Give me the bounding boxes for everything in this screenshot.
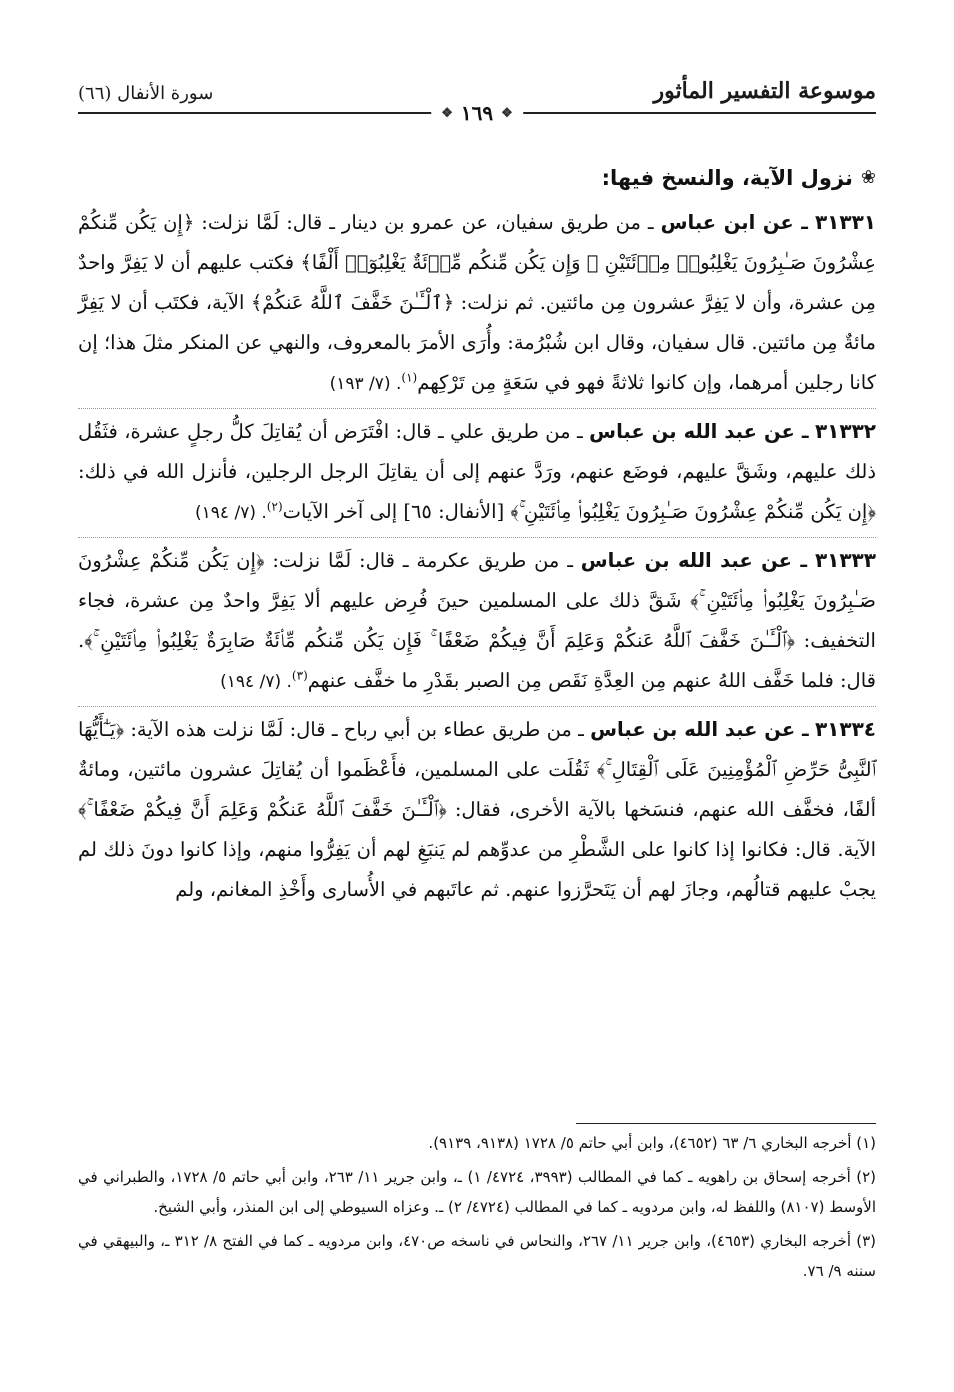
quran-verse: ﴿يَـٰٓأَيُّهَا ٱلنَّبِىُّ حَرِّضِ ٱلْمُؤْمِنِينَ عَلَى ٱلْقِتَالِ ۚ﴾ bbox=[78, 718, 877, 781]
footnote-marker[interactable]: (١) bbox=[401, 370, 418, 385]
quran-verse: ﴿ٱلْـَٔـٰنَ خَفَّفَ ٱللَّهُ عَنكُمْ وَعَلِمَ أَنَّ فِيكُمْ ضَعْفًا ۚ فَإِن يَكُن مِّنكُم مِّا۟ئَةٌ صَابِرَةٌ يَغْلِبُوا۟ مِا۟ئَتَيْنِ ۚ﴾ bbox=[84, 629, 796, 652]
hadith-text: . قال: فلما خَفَّف اللهُ عنهم مِن العِدَّةِ نَقَص مِن الصبر بقَدْرِ ما خفَّف عنهم bbox=[78, 629, 876, 692]
surah-ayah: (٦٦) bbox=[78, 83, 112, 104]
volume-reference: . (٧/ ١٩٤) bbox=[195, 503, 267, 523]
hadith-number: ٣١٣٣٢ bbox=[814, 419, 876, 443]
hadith-text: ـ من طريق سفيان، عن عمرو بن دينار ـ قال: لَمَّا نزلت: bbox=[194, 211, 661, 234]
footnote: (٣) أخرجه البخاري (٤٦٥٣)، وابن جرير ١١/ ٢٦٧، والنحاس في ناسخه ص٤٧٠، وابن مردويه ـ كما في الفتح ٨/ ٣١٢ ـ، والبيهقي في سننه ٩/ ٧٦. bbox=[78, 1232, 876, 1280]
hadith-text: ثَقُلَت على المسلمين، فأَعْظَموا أن يُقاتِلَ عشرون مائتين، ومائةٌ ألفًا، فخفَّف الله عنهم، فنسَخها بالآية الأخرى، فقال: bbox=[78, 758, 876, 821]
hadith-number: ٣١٣٣٣ bbox=[814, 548, 876, 572]
volume-reference: . (٧/ ١٩٣) bbox=[329, 374, 402, 394]
surah-title bbox=[78, 83, 213, 104]
hadith-source: عن عبد الله بن عباس bbox=[580, 549, 792, 572]
hadith-text: فكتب عليهم أن لا يَفِرَّ واحدٌ مِن عشرة، وأن لا يَفِرَّ عشرون مِن مائتين. ثم نزلت: bbox=[78, 251, 877, 314]
hadith-text: الآية. قال: فكانوا إذا كانوا على الشَّطْرِ من عدوِّهم لم يَنبَغِ لهم أن يَفِرُّوا منهم، وإذا كانوا دونَ ذلك لم يجبْ عليهم قتالُهم، وجازَ لهم أن يَتَحرَّزوا عنهم. ثم عاتَبهم في الأُسارى وأَخْذِ المغانم، ولم bbox=[78, 838, 876, 901]
hadith-number: ٣١٣٣٤ bbox=[814, 717, 876, 741]
page-number-box bbox=[431, 101, 523, 125]
footnote-marker[interactable]: (٢) bbox=[266, 499, 283, 514]
surah-name: سورة الأنفال bbox=[117, 83, 214, 104]
footnotes bbox=[78, 1128, 876, 1290]
hadith-source: عن عبد الله بن عباس bbox=[589, 420, 795, 443]
ornament-icon: ❖ bbox=[501, 105, 513, 121]
section-heading bbox=[78, 158, 876, 198]
quran-verse: ﴿إِن يَكُن مِّنكُمْ عِشْرُونَ صَـٰبِرُونَ يَغْلِبُوا۟ مِا۟ئَتَيْنِ ۚ﴾ bbox=[78, 549, 876, 612]
hadith-text: ـ من طريق عطاء بن أبي رباح ـ قال: لَمَّا نزلت هذه الآية: bbox=[124, 718, 591, 741]
running-header bbox=[78, 60, 876, 130]
quran-verse: ﴿إِن يَكُن مِّنكُمْ عِشْرُونَ صَـٰبِرُونَ يَغْلِبُوا۟ مِا۟ئَتَيْنِ ۚ﴾ bbox=[510, 500, 876, 523]
hadith-text: شَقَّ ذلك على المسلمين حينَ فُرِض عليهم ألا يَفِرَّ واحدٌ مِن عشرة، فجاء التخفيف: bbox=[78, 589, 876, 652]
hadith-text: الآية، فكتَب أن لا يَفِرَّ مائةٌ مِن مائتين. قال سفيان، وقال ابن شُبْرُمة: وأُرَى الأمرَ بالمعروف، والنهي عن المنكر مثلَ هذا؛ إن كانا رجلين أمرهما، وإن كانوا ثلاثةً فهو في سَعَةٍ مِن تَرْكِهم bbox=[78, 291, 876, 394]
hadith-entry: ٣١٣٣٣ ـ عن عبد الله بن عباس ـ من طريق عكرمة ـ قال: لَمَّا نزلت: ﴿إِن يَكُن مِّنكُمْ عِشْرُونَ صَـٰبِرُونَ يَغْلِبُوا۟ مِا۟ئَتَيْنِ ۚ﴾ شَقَّ ذلك على المسلمين حينَ فُرِض عليهم ألا يَفِرَّ واحدٌ مِن عشرة، فجاء التخفيف: ﴿ٱلْـَٔـٰنَ خَفَّفَ ٱللَّهُ عَنكُمْ وَعَلِمَ أَنَّ فِيكُمْ ضَعْفًا ۚ فَإِن يَكُن مِّنكُم مِّا۟ئَةٌ صَابِرَةٌ يَغْلِبُوا۟ مِا۟ئَتَيْنِ ۚ﴾. قال: فلما خَفَّف اللهُ عنهم مِن العِدَّةِ نَقَص مِن الصبر بقَدْرِ ما خفَّف عنهم$^{(٣)}$. (٧/ ١٩٤) bbox=[78, 537, 876, 706]
hadith-text: [الأنفال: ٦٥] إلى آخر الآيات bbox=[282, 500, 511, 523]
ornament-icon: ❖ bbox=[441, 105, 453, 121]
section-heading-text: نزول الآية، والنسخ فيها: bbox=[601, 166, 853, 190]
page-number: ١٦٩ bbox=[460, 101, 494, 125]
footnote: (١) أخرجه البخاري ٦/ ٦٣ (٤٦٥٢)، وابن أبي حاتم ٥/ ١٧٢٨ (٩١٣٨، ٩١٣٩). bbox=[428, 1134, 876, 1152]
quran-verse: ﴿ٱلْـَٔـٰنَ خَفَّفَ ٱللَّهُ عَنكُمْ﴾ bbox=[250, 291, 455, 314]
book-title: موسوعة التفسير المأثور bbox=[653, 78, 876, 104]
hadith-text: ـ من طريق عكرمة ـ قال: لَمَّا نزلت: bbox=[264, 549, 581, 572]
quran-verse: ﴿ٱلْـَٔـٰنَ خَفَّفَ ٱللَّهُ عَنكُمْ وَعَلِمَ أَنَّ فِيكُمْ ضَعْفًا ۚ﴾ bbox=[78, 798, 447, 821]
hadith-entry: ٣١٣٣١ ـ عن ابن عباس ـ من طريق سفيان، عن عمرو بن دينار ـ قال: لَمَّا نزلت: ﴿إِن يَكُن مِّنكُمْ عِشْرُونَ صَـٰبِرُونَ يَغْلِبُوا۟ مِا۟ئَتَيْنِ ۚ وَإِن يَكُن مِّنكُم مِّا۟ئَةٌ يَغْلِبُوٓا۟ أَلْفًا﴾ فكتب عليهم أن لا يَفِرَّ واحدٌ مِن عشرة، وأن لا يَفِرَّ عشرون مِن مائتين. ثم نزلت: ﴿ٱلْـَٔـٰنَ خَفَّفَ ٱللَّهُ عَنكُمْ﴾ الآية، فكتَب أن لا يَفِرَّ مائةٌ مِن مائتين. قال سفيان، وقال ابن شُبْرُمة: وأُرَى الأمرَ بالمعروف، والنهي عن المنكر مثلَ هذا؛ إن كانا رجلين أمرهما، وإن كانوا ثلاثةً فهو في سَعَةٍ مِن تَرْكِهم$^{(١)}$. (٧/ ١٩٣) bbox=[78, 210, 877, 394]
volume-reference: . (٧/ ١٩٤) bbox=[220, 672, 292, 692]
hadith-source: عن ابن عباس bbox=[660, 211, 794, 234]
footnote: (٢) أخرجه إسحاق بن راهويه ـ كما في المطالب (٣٩٩٣، ٤٧٢٤/ ١) ـ، وابن جرير ١١/ ٢٦٣، وابن أبي حاتم ٥/ ١٧٢٨، والطبراني في الأوسط (٨١٠٧) واللفظ له، وابن مردويه ـ كما في المطالب (٤٧٢٤/ ٢) ـ. وعزاه السيوطي إلى ابن المنذر، وأبي الشيخ. bbox=[78, 1168, 877, 1216]
hadith-text: ـ من طريق علي ـ قال: افْتَرَض أن يُقاتِلَ كلُّ رجلٍ عشرة، فثَقُل ذلك عليهم، وشَقَّ عليهم، فوضَع عنهم، ورَدَّ عنهم إلى أن يقاتِلَ الرجل الرجلين، فأنزل الله في ذلك: bbox=[78, 420, 876, 483]
flower-icon: ❀ bbox=[860, 167, 876, 188]
main-content bbox=[78, 158, 876, 914]
hadith-entry: ٣١٣٣٤ ـ عن عبد الله بن عباس ـ من طريق عطاء بن أبي رباح ـ قال: لَمَّا نزلت هذه الآية: ﴿يَـٰٓأَيُّهَا ٱلنَّبِىُّ حَرِّضِ ٱلْمُؤْمِنِينَ عَلَى ٱلْقِتَالِ ۚ﴾ ثَقُلَت على المسلمين، فأَعْظَموا أن يُقاتِلَ عشرون مائتين، ومائةٌ ألفًا، فخفَّف الله عنهم، فنسَخها بالآية الأخرى، فقال: ﴿ٱلْـَٔـٰنَ خَفَّفَ ٱللَّهُ عَنكُمْ وَعَلِمَ أَنَّ فِيكُمْ ضَعْفًا ۚ﴾ الآية. قال: فكانوا إذا كانوا على الشَّطْرِ من عدوِّهم لم يَنبَغِ لهم أن يَفِرُّوا منهم، وإذا كانوا دونَ ذلك لم يجبْ عليهم قتالُهم، وجازَ لهم أن يَتَحرَّزوا عنهم. ثم عاتَبهم في الأُسارى وأَخْذِ المغانم، ولم bbox=[78, 706, 876, 914]
hadith-number: ٣١٣٣١ bbox=[814, 210, 876, 234]
footnote-rule bbox=[576, 1123, 876, 1124]
hadith-source: عن عبد الله بن عباس bbox=[590, 718, 796, 741]
footnote-marker[interactable]: (٣) bbox=[291, 668, 308, 683]
quran-verse: ﴿إِن يَكُن مِّنكُمْ عِشْرُونَ صَـٰبِرُونَ يَغْلِبُوا۟ مِا۟ئَتَيْنِ ۚ وَإِن يَكُن مِّنكُم مِّا۟ئَةٌ يَغْلِبُوٓا۟ أَلْفًا﴾ bbox=[78, 211, 876, 274]
hadith-entry: ٣١٣٣٢ ـ عن عبد الله بن عباس ـ من طريق علي ـ قال: افْتَرَض أن يُقاتِلَ كلُّ رجلٍ عشرة، فثَقُل ذلك عليهم، وشَقَّ عليهم، فوضَع عنهم، ورَدَّ عنهم إلى أن يقاتِلَ الرجل الرجلين، فأنزل الله في ذلك: ﴿إِن يَكُن مِّنكُمْ عِشْرُونَ صَـٰبِرُونَ يَغْلِبُوا۟ مِا۟ئَتَيْنِ ۚ﴾ [الأنفال: ٦٥] إلى آخر الآيات$^{(٢)}$. (٧/ ١٩٤) bbox=[78, 408, 876, 537]
